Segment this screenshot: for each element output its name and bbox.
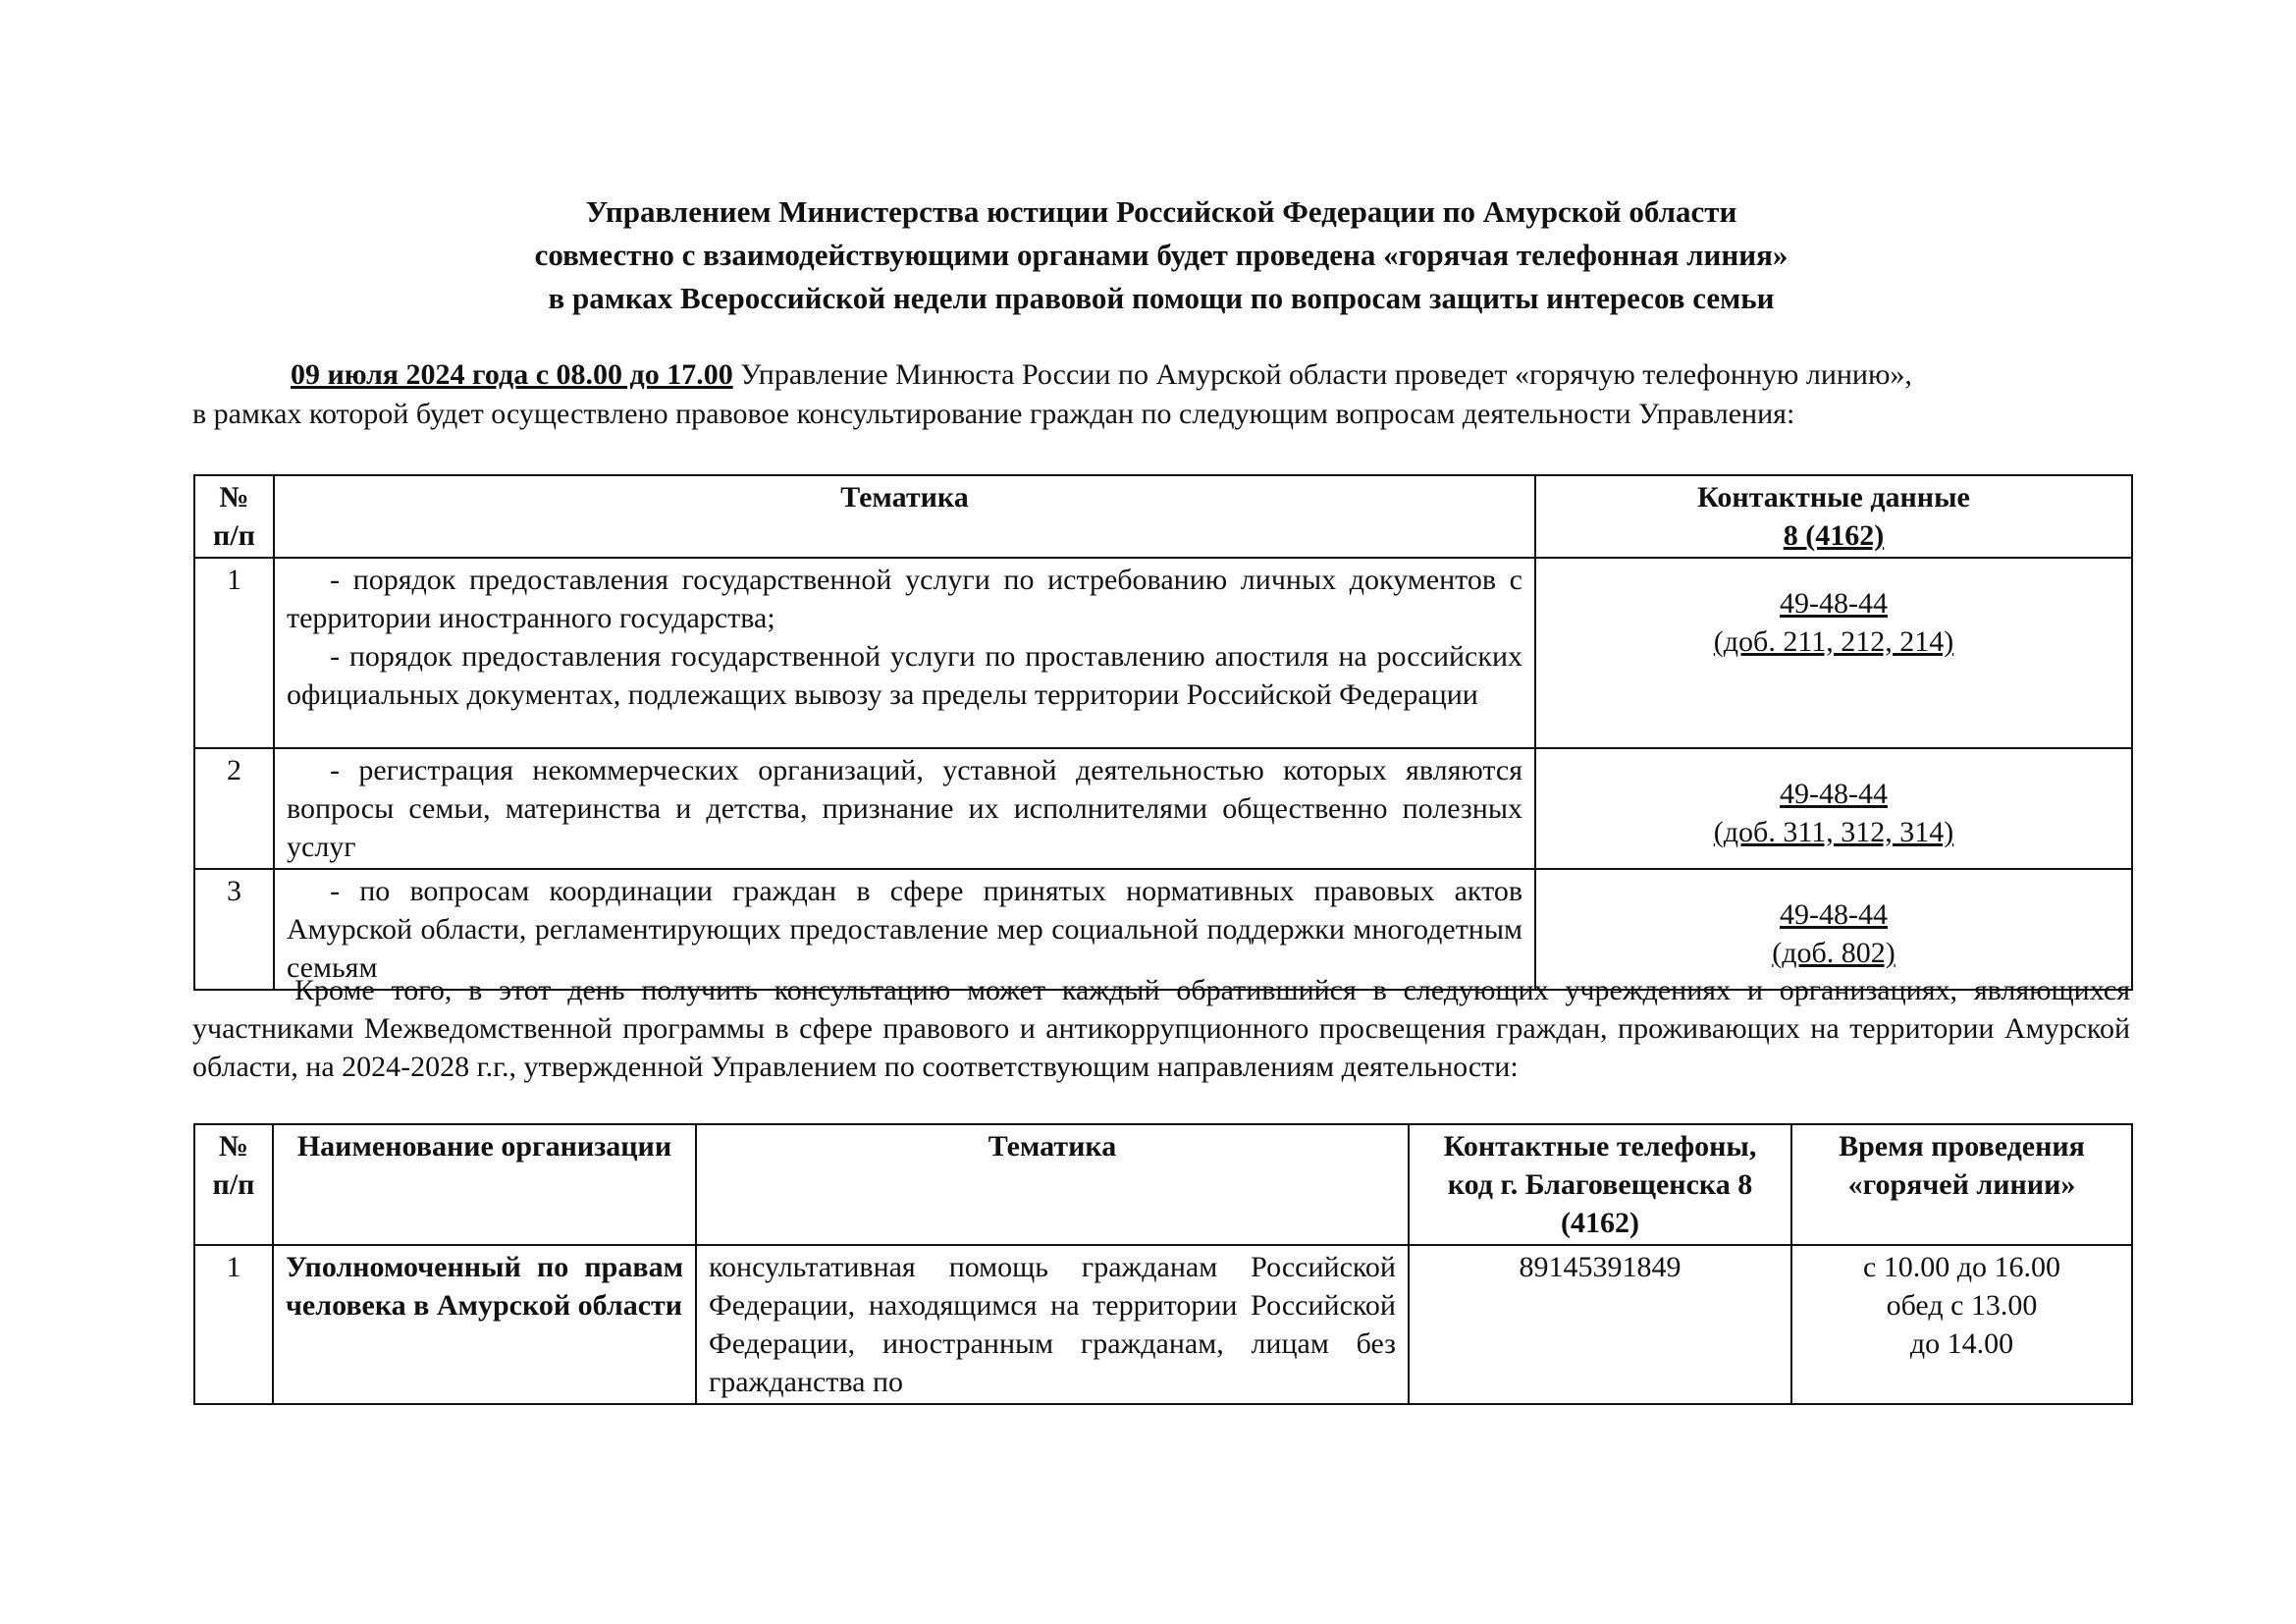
header-number: № п/п (194, 475, 274, 558)
heading-line-3: в рамках Всероссийской недели правовой помощи по вопросам защиты интересов семьи (548, 281, 1775, 315)
header-organization: Наименование организации (273, 1124, 696, 1245)
row-topic (274, 748, 1535, 869)
row-phone: 89145391849 (1409, 1245, 1791, 1404)
table-row (194, 558, 2132, 748)
table-row (194, 1245, 2132, 1404)
contact-extension: (доб. 211, 212, 214) (1713, 625, 1954, 658)
organizations-table (193, 1123, 2133, 1405)
topic-item: - по вопросам координации граждан в сфере принятых нормативных правовых актов Амурской области, регламентирующих предоставление мер социальной поддержки многодетным семьям (287, 875, 1522, 984)
row-contact (1535, 558, 2132, 748)
contact-phone: 49-48-44 (1780, 587, 1888, 620)
intro-paragraph (192, 355, 2130, 434)
table-header-row (194, 475, 2132, 558)
row-contact (1535, 748, 2132, 869)
row-number: 1 (194, 558, 274, 748)
heading-line-2: совместно с взаимодействующими органами будет проведена «горячая телефонная линия» (534, 238, 1789, 272)
row-organization: Уполномоченный по правам человека в Амурской области (273, 1245, 696, 1404)
header-contacts-label: Контактные данные (1697, 481, 1970, 514)
topic-item: - регистрация некоммерческих организаций, уставной деятельностью которых являются вопросы семьи, материнства и детства, признание их исполнителями общественно полезных услуг (287, 754, 1522, 863)
contact-phone: 49-48-44 (1780, 898, 1888, 931)
header-phones: Контактные телефоны, код г. Благовещенска 8 (4162) (1409, 1124, 1791, 1245)
header-number: № п/п (194, 1124, 273, 1245)
contact-extension: (доб. 311, 312, 314) (1713, 816, 1954, 848)
row-number: 1 (194, 1245, 273, 1404)
intro-line-1-text: Управление Минюста России по Амурской области проведет «горячую телефонную линию», (732, 358, 1912, 391)
event-datetime: 09 июля 2024 года с 08.00 до 17.00 (291, 358, 733, 391)
row-number: 2 (194, 748, 274, 869)
row-time (1791, 1245, 2132, 1404)
row-number: 3 (194, 869, 274, 990)
header-contacts (1535, 475, 2132, 558)
organizations-intro-paragraph: Кроме того, в этот день получить консультацию может каждый обратившийся в следующих учреждениях и организациях, являющихся участниками Межведомственной программы в сфере правового и антикоррупционного просвещения граждан, проживающих на территории Амурской области, на 2024-2028 г.г., утвержденной Управлением по соответствующим направлениям деятельности: (192, 974, 2130, 1083)
table-header-row (194, 1124, 2132, 1245)
time-line: с 10.00 до 16.00 (1862, 1251, 2061, 1283)
intro-line-1 (192, 355, 2130, 395)
topic-item: - порядок предоставления государственной услуги по истребованию личных документов с территории иностранного государства; (287, 564, 1522, 634)
header-phone-code: 8 (4162) (1783, 519, 1885, 552)
ministry-hotline-table (193, 474, 2133, 991)
document-heading (192, 190, 2130, 320)
contact-extension: (доб. 802) (1772, 937, 1896, 969)
heading-line-1: Управлением Министерства юстиции Российской Федерации по Амурской области (585, 194, 1737, 229)
header-topic: Тематика (696, 1124, 1409, 1245)
header-topic: Тематика (274, 475, 1535, 558)
contact-phone: 49-48-44 (1780, 778, 1888, 810)
row-topic (274, 558, 1535, 748)
intro-line-2: в рамках которой будет осуществлено правовое консультирование граждан по следующим вопросам деятельности Управления: (192, 398, 1795, 430)
time-line: до 14.00 (1909, 1327, 2014, 1360)
table-row (194, 748, 2132, 869)
topic-item: - порядок предоставления государственной услуги по проставлению апостиля на российских официальных документах, подлежащих вывозу за пределы территории Российской Федерации (287, 640, 1522, 711)
row-topic: консультативная помощь гражданам Российской Федерации, находящимся на территории Российской Федерации, иностранным гражданам, лицам без гражданства по (696, 1245, 1409, 1404)
header-time: Время проведения «горячей линии» (1791, 1124, 2132, 1245)
time-line: обед с 13.00 (1886, 1289, 2038, 1322)
